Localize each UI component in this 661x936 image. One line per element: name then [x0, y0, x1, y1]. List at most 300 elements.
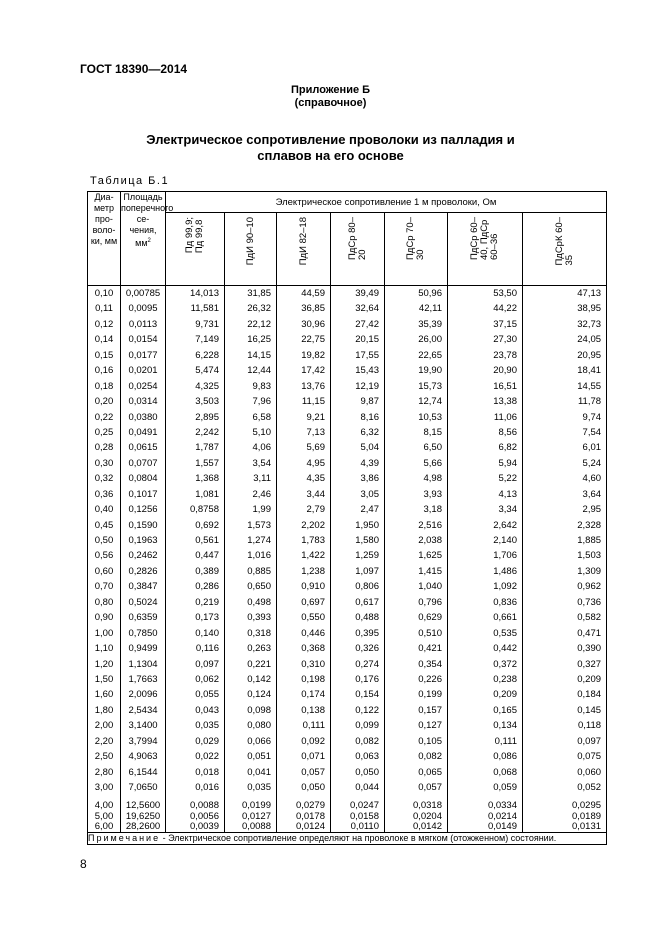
- table-cell: 3,54: [252, 457, 271, 469]
- table-cell: 0,8758: [189, 504, 219, 516]
- document-title: [0, 132, 661, 164]
- table-cell: 1,573: [247, 519, 271, 531]
- table-cell: 0,1963: [128, 535, 158, 546]
- table-cell: 1,016: [247, 550, 271, 562]
- table-cell: 35,39: [418, 318, 442, 330]
- table-cell: 0,389: [195, 565, 219, 577]
- table-cell: 2,80: [94, 766, 114, 778]
- table-cell: 17,55: [355, 349, 379, 361]
- table-cell: 0,0039: [189, 821, 219, 833]
- table-cell: 39,49: [355, 288, 379, 299]
- resistance-table: [87, 191, 607, 845]
- table-cell: 0,327: [577, 658, 602, 670]
- table-cell: 5,69: [306, 442, 325, 454]
- table-cell: 0,11: [95, 303, 113, 315]
- table-cell: 0,097: [195, 658, 219, 670]
- table-cell: 0,043: [195, 704, 219, 716]
- table-cell: 0,0295: [571, 800, 602, 812]
- table-cell: 1,885: [577, 535, 602, 546]
- table-cell: 0,209: [577, 673, 602, 685]
- table-cell: 0,32: [94, 473, 114, 485]
- table-cell: 1,503: [577, 550, 602, 562]
- table-cell: 0,1590: [128, 519, 158, 531]
- table-cell: 53,50: [493, 288, 517, 299]
- table-cell: 0,068: [493, 766, 517, 778]
- table-cell: 0,0158: [349, 810, 379, 822]
- table-cell: 30,96: [301, 318, 325, 330]
- table-cell: 4,06: [252, 442, 271, 454]
- table-cell: 12,74: [418, 396, 442, 408]
- table-cell: 0,0154: [128, 334, 158, 346]
- table-cell: 3,86: [360, 473, 379, 485]
- table-cell: 1,00: [94, 627, 114, 639]
- table-cell: 0,127: [418, 720, 442, 732]
- table-column: [385, 286, 448, 833]
- table-cell: 23,78: [493, 349, 517, 361]
- table-cell: 2,95: [582, 504, 602, 516]
- table-cell: 0,051: [247, 751, 271, 763]
- table-cell: 1,238: [301, 565, 325, 577]
- table-cell: 0,0247: [349, 800, 379, 812]
- header-area-text: Площадь поперечного се- чения, мм: [121, 192, 174, 248]
- table-cell: 0,36: [94, 488, 114, 500]
- table-cell: 0,059: [493, 782, 517, 793]
- table-cell: 0,550: [301, 612, 325, 624]
- table-column: [225, 286, 277, 833]
- table-cell: 3,11: [253, 473, 271, 485]
- table-cell: 0,629: [418, 612, 442, 624]
- table-cell: 0,086: [493, 751, 517, 763]
- table-cell: 0,0113: [128, 318, 158, 330]
- table-column: [448, 286, 523, 833]
- table-cell: 16,51: [493, 380, 517, 392]
- table-cell: 0,221: [247, 658, 271, 670]
- table-cell: 1,60: [94, 689, 114, 701]
- table-cell: 5,22: [498, 473, 517, 485]
- table-cell: 15,73: [418, 380, 442, 392]
- table-cell: 0,157: [418, 704, 442, 716]
- table-cell: 17,42: [301, 365, 325, 377]
- table-cell: 0,318: [247, 627, 271, 639]
- table-cell: 1,368: [195, 473, 219, 485]
- table-cell: 0,446: [301, 627, 325, 639]
- header-alloy-label: Пд 99,9; Пд 99,8: [184, 217, 205, 254]
- table-cell: 13,38: [493, 396, 517, 408]
- table-cell: 0,582: [577, 612, 602, 624]
- table-cell: 0,368: [301, 643, 325, 655]
- table-cell: 6,228: [195, 349, 219, 361]
- table-cell: 0,044: [355, 782, 379, 793]
- table-cell: 0,910: [301, 581, 325, 593]
- table-cell: 2,202: [301, 519, 325, 531]
- table-cell: 2,140: [493, 535, 517, 546]
- table-cell: 1,99: [252, 504, 271, 516]
- table-cell: 4,95: [306, 457, 325, 469]
- table-cell: 4,9063: [128, 751, 158, 763]
- table-cell: 5,474: [195, 365, 219, 377]
- table-cell: 0,050: [355, 766, 379, 778]
- table-cell: 42,11: [418, 303, 442, 315]
- table-cell: 0,066: [247, 735, 271, 747]
- table-cell: 6,00: [94, 821, 114, 833]
- table-cell: 0,25: [94, 426, 114, 438]
- table-cell: 5,94: [498, 457, 517, 469]
- title-line-2: сплавов на его основе: [257, 148, 404, 163]
- table-cell: 0,065: [418, 766, 442, 778]
- table-cell: 2,0096: [128, 689, 158, 701]
- table-cell: 0,421: [418, 643, 442, 655]
- table-cell: 0,561: [195, 535, 219, 546]
- table-cell: 0,111: [494, 735, 517, 747]
- table-cell: 0,041: [247, 766, 271, 778]
- table-cell: 6,32: [360, 426, 379, 438]
- table-cell: 0,15: [94, 349, 114, 361]
- table-cell: 0,14: [94, 334, 114, 346]
- header-alloy-label: ПдСр 60– 40, ПдСр 60–36: [469, 217, 500, 261]
- table-cell: 0,0088: [189, 800, 219, 812]
- table-cell: 47,13: [577, 288, 602, 299]
- table-cell: 0,082: [355, 735, 379, 747]
- table-cell: 0,0124: [295, 821, 325, 833]
- table-cell: 1,092: [493, 581, 517, 593]
- table-cell: 0,90: [94, 612, 114, 624]
- table-cell: 0,885: [247, 565, 271, 577]
- table-cell: 11,581: [190, 303, 219, 315]
- table-cell: 0,442: [493, 643, 517, 655]
- table-cell: 0,116: [195, 643, 219, 655]
- table-cell: 1,7663: [128, 673, 158, 685]
- table-cell: 2,46: [252, 488, 271, 500]
- table-cell: 0,0142: [412, 821, 442, 833]
- table-cell: 0,2462: [128, 550, 158, 562]
- table-cell: 0,1017: [128, 488, 158, 500]
- table-cell: 0,650: [247, 581, 271, 593]
- table-cell: 2,242: [195, 426, 219, 438]
- table-cell: 0,0177: [128, 349, 158, 361]
- table-cell: 8,16: [360, 411, 379, 423]
- table-cell: 1,783: [301, 535, 325, 546]
- table-cell: 0,0334: [487, 800, 517, 812]
- table-cell: 0,796: [418, 596, 442, 608]
- table-cell: 0,7850: [128, 627, 158, 639]
- table-cell: 0,617: [355, 596, 379, 608]
- header-alloy: [448, 213, 523, 286]
- table-cell: 0,661: [493, 612, 517, 624]
- table-cell: 4,00: [94, 800, 114, 812]
- table-cell: 0,447: [195, 550, 219, 562]
- table-cell: 5,66: [423, 457, 442, 469]
- table-cell: 0,057: [301, 766, 325, 778]
- table-cell: 1,486: [493, 565, 517, 577]
- table-cell: 0,134: [493, 720, 517, 732]
- header-alloy: [331, 213, 385, 286]
- table-cell: 0,806: [355, 581, 379, 593]
- table-cell: 31,85: [247, 288, 271, 299]
- table-cell: 44,22: [493, 303, 517, 315]
- table-cell: 0,173: [195, 612, 219, 624]
- table-cell: 0,0201: [128, 365, 158, 377]
- table-cell: 0,12: [94, 318, 114, 330]
- table-cell: 0,70: [94, 581, 114, 593]
- header-alloy-label: ПдСр 70– 30: [405, 217, 426, 261]
- table-cell: 20,15: [355, 334, 379, 346]
- table-cell: 0,071: [301, 751, 325, 763]
- table-cell: 8,56: [498, 426, 517, 438]
- table-cell: 0,736: [577, 596, 602, 608]
- table-cell: 0,0491: [128, 426, 158, 438]
- table-cell: 0,30: [94, 457, 114, 469]
- table-note: [88, 833, 607, 845]
- header-area-sup: 2: [147, 238, 151, 244]
- table-cell: 50,96: [418, 288, 442, 299]
- table-cell: 2,895: [195, 411, 219, 423]
- table-cell: 2,328: [577, 519, 602, 531]
- table-cell: 0,198: [301, 673, 325, 685]
- table-cell: 3,18: [423, 504, 442, 516]
- table-cell: 0,142: [247, 673, 271, 685]
- table-cell: 0,022: [195, 751, 219, 763]
- note-label: Примечание: [88, 833, 161, 844]
- table-cell: 32,64: [355, 303, 379, 315]
- table-cell: 0,393: [247, 612, 271, 624]
- page-number: 8: [80, 857, 87, 871]
- table-cell: 27,42: [355, 318, 379, 330]
- table-cell: 28,2600: [125, 821, 161, 833]
- table-cell: 22,75: [301, 334, 325, 346]
- table-cell: 4,39: [360, 457, 379, 469]
- table-cell: 0,5024: [128, 596, 158, 608]
- table-cell: 0,0110: [350, 821, 379, 833]
- table-cell: 0,219: [195, 596, 219, 608]
- table-cell: 0,063: [355, 751, 379, 763]
- header-diameter: Диа- метр про- воло- ки, мм: [88, 192, 121, 286]
- table-cell: 27,30: [493, 334, 517, 346]
- table-cell: 12,44: [247, 365, 271, 377]
- table-cell: 0,0707: [128, 457, 158, 469]
- table-cell: 0,097: [577, 735, 602, 747]
- table-cell: 0,154: [355, 689, 379, 701]
- table-cell: 0,395: [355, 627, 379, 639]
- table-cell: 0,092: [301, 735, 325, 747]
- table-cell: 7,149: [195, 334, 219, 346]
- table-cell: 0,697: [301, 596, 325, 608]
- table-column: [121, 286, 166, 833]
- table-cell: 0,035: [195, 720, 219, 732]
- table-cell: 0,098: [247, 704, 271, 716]
- table-cell: 2,47: [360, 504, 379, 516]
- table-cell: 36,85: [301, 303, 325, 315]
- table-cell: 0,16: [94, 365, 114, 377]
- table-cell: 0,016: [195, 782, 219, 793]
- table-cell: 20,95: [577, 349, 602, 361]
- table-cell: 1,625: [418, 550, 442, 562]
- table-cell: 1,20: [94, 658, 114, 670]
- header-alloy: [166, 213, 225, 286]
- table-cell: 7,0650: [128, 782, 158, 793]
- table-cell: 0,372: [493, 658, 517, 670]
- table-cell: 0,9499: [128, 643, 158, 655]
- table-cell: 7,54: [582, 426, 602, 438]
- note-text: - Электрическое сопротивление определяют на проволоке в мягком (отожженном) состоянии.: [160, 833, 557, 844]
- standard-designation: ГОСТ 18390—2014: [80, 62, 188, 76]
- table-cell: 0,0214: [487, 810, 517, 822]
- table-cell: 0,510: [418, 627, 442, 639]
- table-cell: 1,274: [247, 535, 271, 546]
- table-cell: 0,0199: [241, 800, 271, 812]
- table-cell: 1,557: [195, 457, 219, 469]
- table-cell: 6,01: [582, 442, 602, 454]
- header-alloy: [225, 213, 277, 286]
- table-cell: 0,060: [577, 766, 602, 778]
- table-cell: 3,44: [306, 488, 325, 500]
- table-cell: 11,15: [301, 396, 325, 408]
- table-cell: 12,5600: [125, 800, 161, 812]
- table-cell: 12,19: [355, 380, 379, 392]
- table-cell: 0,0615: [128, 442, 158, 454]
- header-resistance-group: Электрическое сопротивление 1 м проволоки, Ом: [166, 192, 607, 213]
- table-cell: 1,081: [195, 488, 219, 500]
- table-cell: 9,731: [195, 318, 219, 330]
- table-cell: 0,0178: [295, 810, 325, 822]
- table-cell: 11,06: [493, 411, 517, 423]
- table-cell: 0,0189: [571, 810, 602, 822]
- table-cell: 1,040: [418, 581, 442, 593]
- table-cell: 19,82: [301, 349, 325, 361]
- table-cell: 0,962: [577, 581, 602, 593]
- table-cell: 1,415: [418, 565, 442, 577]
- table-cell: 0,6359: [128, 612, 158, 624]
- table-cell: 2,5434: [128, 704, 158, 716]
- table-cell: 0,122: [355, 704, 379, 716]
- table-cell: 0,145: [577, 704, 602, 716]
- table-cell: 3,503: [195, 396, 219, 408]
- table-cell: 0,238: [493, 673, 517, 685]
- table-cell: 0,498: [247, 596, 271, 608]
- header-alloy: [385, 213, 448, 286]
- table-cell: 1,80: [94, 704, 114, 716]
- table-cell: 19,6250: [125, 810, 161, 822]
- table-cell: 0,050: [301, 782, 325, 793]
- table-cell: 6,58: [252, 411, 271, 423]
- appendix-title: Приложение Б: [290, 84, 371, 96]
- table-cell: 0,075: [577, 751, 602, 763]
- table-cell: 0,174: [301, 689, 325, 701]
- table-cell: 0,0380: [128, 411, 158, 423]
- table-cell: 0,111: [302, 720, 325, 732]
- table-cell: 0,56: [94, 550, 114, 562]
- table-cell: 3,34: [498, 504, 517, 516]
- table-cell: 11,78: [577, 396, 602, 408]
- table-cell: 2,79: [306, 504, 325, 516]
- table-cell: 32,73: [577, 318, 602, 330]
- table-cell: 0,052: [577, 782, 602, 793]
- table-cell: 26,00: [418, 334, 442, 346]
- table-cell: 0,165: [493, 704, 517, 716]
- table-cell: 6,82: [498, 442, 517, 454]
- table-cell: 7,13: [306, 426, 325, 438]
- table-cell: 0,057: [418, 782, 442, 793]
- table-cell: 0,0149: [487, 821, 517, 833]
- table-column: [331, 286, 385, 833]
- table-cell: 0,105: [418, 735, 442, 747]
- table-cell: 0,0131: [571, 821, 602, 833]
- table-cell: 0,45: [94, 519, 114, 531]
- table-cell: 0,0056: [189, 810, 219, 822]
- table-column: [88, 286, 121, 833]
- table-cell: 9,74: [582, 411, 602, 423]
- table-cell: 5,00: [94, 810, 114, 822]
- table-cell: 9,83: [252, 380, 271, 392]
- table-cell: 22,12: [247, 318, 271, 330]
- table-cell: 0,055: [195, 689, 219, 701]
- table-cell: 0,274: [355, 658, 379, 670]
- table-cell: 0,082: [418, 751, 442, 763]
- table-cell: 14,55: [577, 380, 602, 392]
- table-cell: 18,41: [577, 365, 602, 377]
- appendix-heading: [0, 84, 661, 110]
- table-cell: 0,471: [577, 627, 602, 639]
- table-cell: 0,080: [247, 720, 271, 732]
- table-cell: 0,0127: [241, 810, 271, 822]
- table-cell: 13,76: [301, 380, 325, 392]
- table-cell: 0,10: [94, 288, 114, 299]
- table-cell: 0,3847: [128, 581, 158, 593]
- table-cell: 4,325: [195, 380, 219, 392]
- header-alloy: [523, 213, 607, 286]
- table-cell: 4,60: [582, 473, 602, 485]
- table-cell: 0,0204: [412, 810, 442, 822]
- table-cell: 7,96: [252, 396, 271, 408]
- table-cell: 0,226: [418, 673, 442, 685]
- table-label: Таблица Б.1: [90, 175, 170, 187]
- table-cell: 9,87: [360, 396, 379, 408]
- table-cell: 4,98: [423, 473, 442, 485]
- table-cell: 14,013: [189, 288, 219, 299]
- table-cell: 0,124: [247, 689, 271, 701]
- table-cell: 0,0088: [241, 821, 271, 833]
- table-cell: 0,60: [94, 565, 114, 577]
- table-cell: 0,22: [94, 411, 114, 423]
- table-cell: 3,64: [582, 488, 602, 500]
- table-cell: 0,0804: [128, 473, 158, 485]
- header-alloy-label: ПдСр 80– 20: [346, 217, 368, 261]
- table-cell: 44,59: [301, 288, 325, 299]
- table-cell: 6,1544: [128, 766, 158, 778]
- table-cell: 0,176: [355, 673, 379, 685]
- appendix-subtitle: (справочное): [294, 97, 367, 109]
- table-cell: 16,25: [247, 334, 271, 346]
- table-cell: 0,209: [493, 689, 517, 701]
- table-cell: 0,488: [355, 612, 379, 624]
- table-cell: 24,05: [577, 334, 602, 346]
- table-cell: 5,10: [252, 426, 271, 438]
- table-cell: 37,15: [493, 318, 517, 330]
- table-cell: 0,310: [301, 658, 325, 670]
- table-cell: 38,95: [577, 303, 602, 315]
- table-cell: 10,53: [418, 411, 442, 423]
- table-cell: 2,038: [418, 535, 442, 546]
- table-cell: 0,286: [195, 581, 219, 593]
- table-cell: 19,90: [418, 365, 442, 377]
- table-column: [523, 286, 607, 833]
- table-cell: 0,0095: [128, 303, 158, 315]
- header-alloy-label: ПдИ 82–18: [297, 217, 309, 266]
- table-cell: 3,00: [94, 782, 114, 793]
- table-cell: 0,40: [94, 504, 114, 516]
- table-cell: 0,80: [94, 596, 114, 608]
- table-cell: 0,062: [195, 673, 219, 685]
- header-area: [121, 192, 174, 286]
